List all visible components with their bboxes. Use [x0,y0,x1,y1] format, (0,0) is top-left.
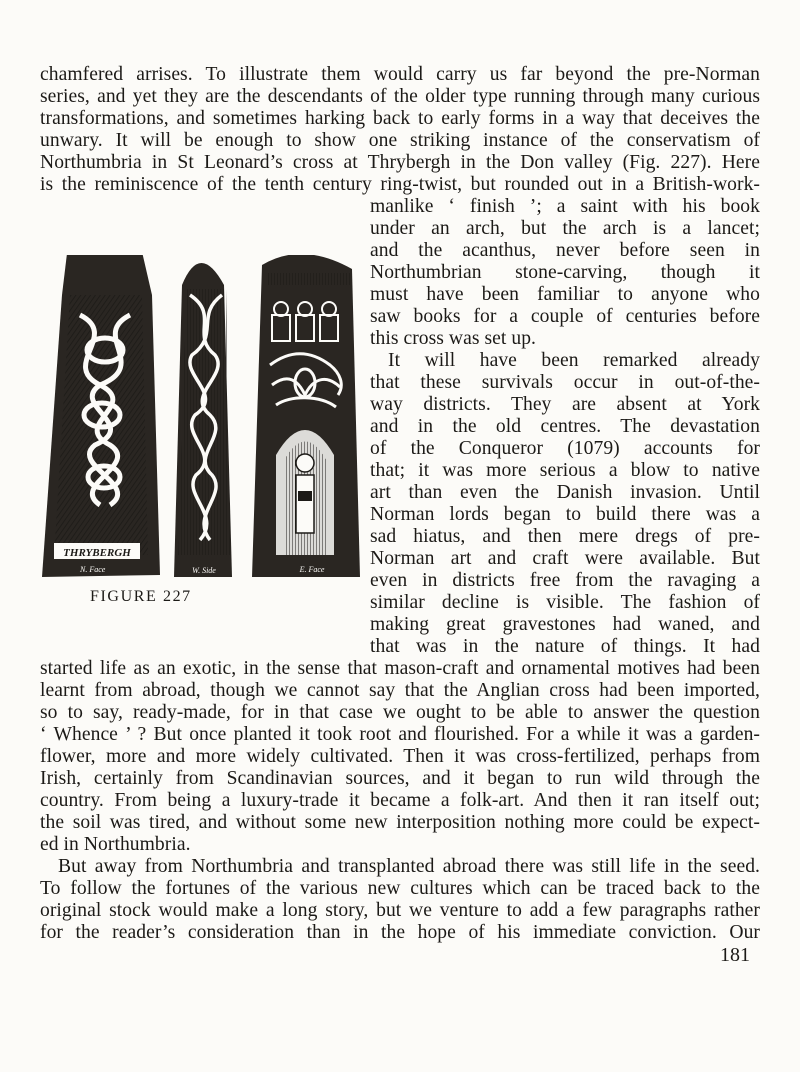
text-line: original stock would make a long story, but we venture to add a few paragraphs rather [40,900,760,921]
text-line: that; it was more serious a blow to native [370,460,760,481]
text-line: of the Conqueror (1079) accounts for [370,438,760,459]
text-line: unwary. It will be enough to show one striking instance of the conservatism of [40,130,760,151]
face-label: W. Side [192,566,216,575]
text-line: Irish, certainly from Scandinavian sources, and it began to run wild through the [40,768,760,789]
text-line: ed in Northumbria. [40,834,191,855]
text-line: Norman lords began to build there was a [370,504,760,525]
text-line: must have been familiar to anyone who [370,284,760,305]
text-line: ‘ Whence ’ ? But once planted it took root and flourished. For a while it was a garden- [40,724,760,745]
page-number: 181 [720,944,750,966]
face-label: N. Face [80,565,106,574]
text-line: Northumbrian stone-carving, though it [370,262,760,283]
text-line: sad hiatus, and then mere dregs of pre- [370,526,760,547]
text-line: even in districts free from the ravaging a [370,570,760,591]
text-line: It will have been remarked already [388,350,760,371]
text-line: for the reader’s consideration than in the hope of his immediate conviction. Our [40,922,760,943]
cross-east-face [252,255,360,577]
text-line: art than even the Danish invasion. Until [370,482,760,503]
figure-caption: FIGURE 227 [90,588,192,605]
text-line: To follow the fortunes of the various new cultures which can be traced back to the [40,878,760,899]
text-line: making great gravestones had waned, and [370,614,760,635]
text-line: Norman art and craft were available. But [370,548,760,569]
text-line: series, and yet they are the descendants of the older type running through many curious [40,86,760,107]
text-line: manlike ‘ finish ’; a saint with his book [370,196,760,217]
text-line: flower, more and more widely cultivated. Then it was cross-fertilized, perhaps from [40,746,760,767]
text-line: that was in the nature of things. It had [370,636,760,657]
text-line: country. From being a luxury-trade it became a folk-art. And then it ran itself out; [40,790,760,811]
text-line: saw books for a couple of centuries before [370,306,760,327]
face-label: E. Face [299,565,325,574]
text-line: learnt from abroad, though we cannot say that the Anglian cross had been imported, [40,680,760,701]
text-line: the soil was tired, and without some new interposition nothing more could be expect- [40,812,760,833]
text-line: this cross was set up. [370,328,537,349]
text-line: transformations, and sometimes harking back to early forms in a way that deceives the [40,108,760,129]
text-line: and the acanthus, never before seen in [370,240,760,261]
inscription-label: THRYBERGH [63,547,131,559]
text-line: similar decline is visible. The fashion of [370,592,760,613]
text-line: way districts. They are absent at York [370,394,760,415]
cross-west-side [174,263,232,577]
cross-illustration [40,255,360,585]
text-line: under an arch, but the arch is a lancet; [370,218,760,239]
cross-north-face [42,255,160,577]
text-line: chamfered arrises. To illustrate them would carry us far beyond the pre-Norman [40,64,760,85]
text-line: started life as an exotic, in the sense that mason-craft and ornamental motives had been [40,658,760,679]
text-line: is the reminiscence of the tenth century ring-twist, but rounded out in a British-work- [40,174,760,195]
text-line: But away from Northumbria and transplanted abroad there was still life in the seed. [58,856,760,877]
text-line: and in the old centres. The devastation [370,416,760,437]
text-line: that these survivals occur in out-of-the- [370,372,760,393]
text-line: so to say, ready-made, for in that case we ought to be able to answer the question [40,702,760,723]
text-line: Northumbria in St Leonard’s cross at Thrybergh in the Don valley (Fig. 227). Here [40,152,760,173]
